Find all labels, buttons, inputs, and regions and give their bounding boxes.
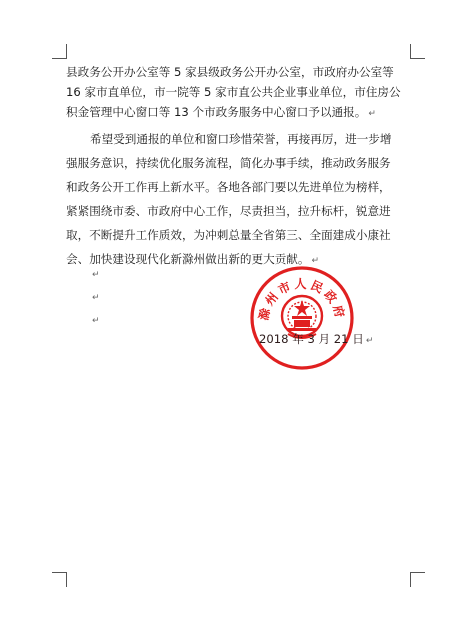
paragraph2-line: 紧紧围绕市委、市政府中心工作，尽责担当，拉升标杆，锐意进	[66, 204, 391, 218]
seal-text	[256, 277, 349, 322]
paragraph-mark-icon: ↵	[368, 109, 376, 119]
paragraph2-line: 取，不断提升工作质效，为冲刺总量全省第三、全面建成小康社	[66, 228, 391, 242]
empty-paragraph-mark-icon: ↵	[92, 270, 100, 280]
seal-text-path: 滁州市人民政府	[256, 277, 348, 322]
paragraph2-line: 强服务意识，持续优化服务流程，简化办事手续，推动政务服务	[66, 156, 391, 170]
document-date-text: 2018 年 3 月 21 日	[259, 332, 364, 346]
paragraph1-line-text: 积金管理中心窗口等 13 个市政务服务中心窗口予以通报。	[66, 105, 367, 119]
document-date	[259, 331, 373, 347]
empty-paragraph-mark-icon: ↵	[92, 293, 100, 303]
crop-mark-bottom-left	[52, 572, 67, 587]
paragraph1-line	[66, 102, 376, 122]
crop-mark-top-left	[52, 44, 67, 59]
paragraph2-line: 希望受到通报的单位和窗口珍惜荣誉，再接再厉，进一步增	[90, 132, 392, 146]
crop-mark-top-right	[410, 44, 425, 59]
paragraph-mark-icon: ↵	[365, 336, 374, 346]
paragraph2-line-text: 会、加快建设现代化新滁州做出新的更大贡献。	[66, 252, 310, 266]
paragraph1-line: 16 家市直单位，市一院等 5 家市直公共企业事业单位，市住房公	[66, 85, 401, 99]
official-seal-icon	[248, 264, 356, 372]
paragraph-mark-icon: ↵	[311, 256, 320, 266]
crop-mark-bottom-right	[410, 572, 425, 587]
empty-paragraph-mark-icon: ↵	[92, 316, 100, 326]
paragraph2-line: 和政务公开工作再上新水平。各地各部门要以先进单位为榜样，	[66, 180, 391, 194]
paragraph1-line: 县政务公开办公室等 5 家县级政务公开办公室，市政府办公室等	[66, 65, 394, 79]
